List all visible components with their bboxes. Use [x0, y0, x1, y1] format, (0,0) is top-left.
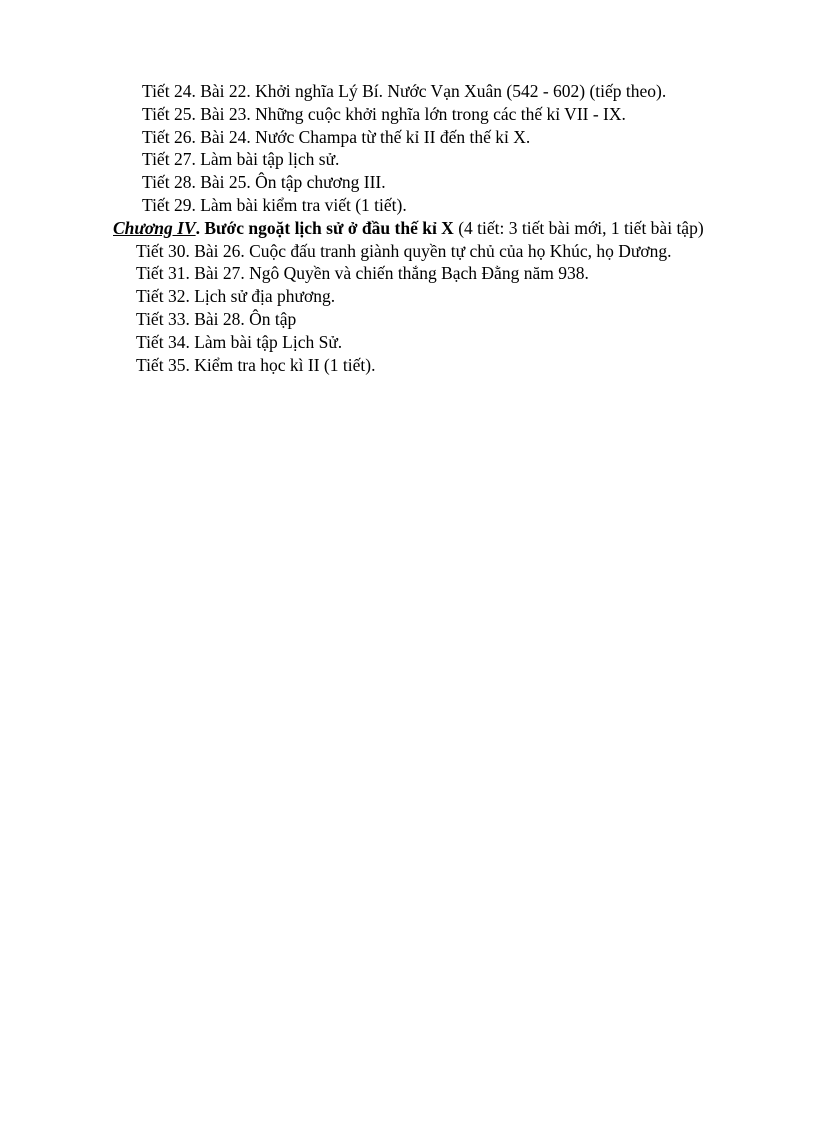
- lesson-item-29: Tiết 29. Làm bài kiểm tra viết (1 tiết).: [142, 194, 407, 215]
- chapter-heading: [113, 217, 743, 240]
- chapter-title: Bước ngoặt lịch sử ở đầu thế kỉ X: [200, 217, 454, 238]
- lesson-item-35: Tiết 35. Kiểm tra học kì II (1 tiết).: [136, 354, 376, 375]
- lesson-item-31: Tiết 31. Bài 27. Ngô Quyền và chiến thắng Bạch Đằng năm 938.: [136, 263, 589, 284]
- chapter-label: Chương IV: [113, 217, 196, 238]
- chapter-detail: (4 tiết: 3 tiết bài mới, 1 tiết bài tập): [453, 217, 704, 238]
- lesson-item-26: Tiết 26. Bài 24. Nước Champa từ thế kỉ II đến thế kỉ X.: [142, 126, 531, 147]
- lesson-item-30: Tiết 30. Bài 26. Cuộc đấu tranh giành quyền tự chủ của họ Khúc, họ Dương.: [136, 240, 672, 261]
- chapter-dot: .: [195, 217, 200, 238]
- lesson-list: [113, 80, 743, 376]
- lesson-item-34: Tiết 34. Làm bài tập Lịch Sử.: [136, 331, 343, 352]
- lesson-item-24: Tiết 24. Bài 22. Khởi nghĩa Lý Bí. Nước Vạn Xuân (542 - 602) (tiếp theo).: [142, 81, 667, 101]
- lesson-item-27: Tiết 27. Làm bài tập lịch sử.: [142, 149, 340, 170]
- lesson-item-28: Tiết 28. Bài 25. Ôn tập chương III.: [142, 172, 386, 193]
- lesson-item-25: Tiết 25. Bài 23. Những cuộc khởi nghĩa lớn trong các thế kỉ VII - IX.: [142, 103, 626, 124]
- lesson-item-32: Tiết 32. Lịch sử địa phương.: [136, 286, 336, 307]
- lesson-item-33: Tiết 33. Bài 28. Ôn tập: [136, 308, 297, 329]
